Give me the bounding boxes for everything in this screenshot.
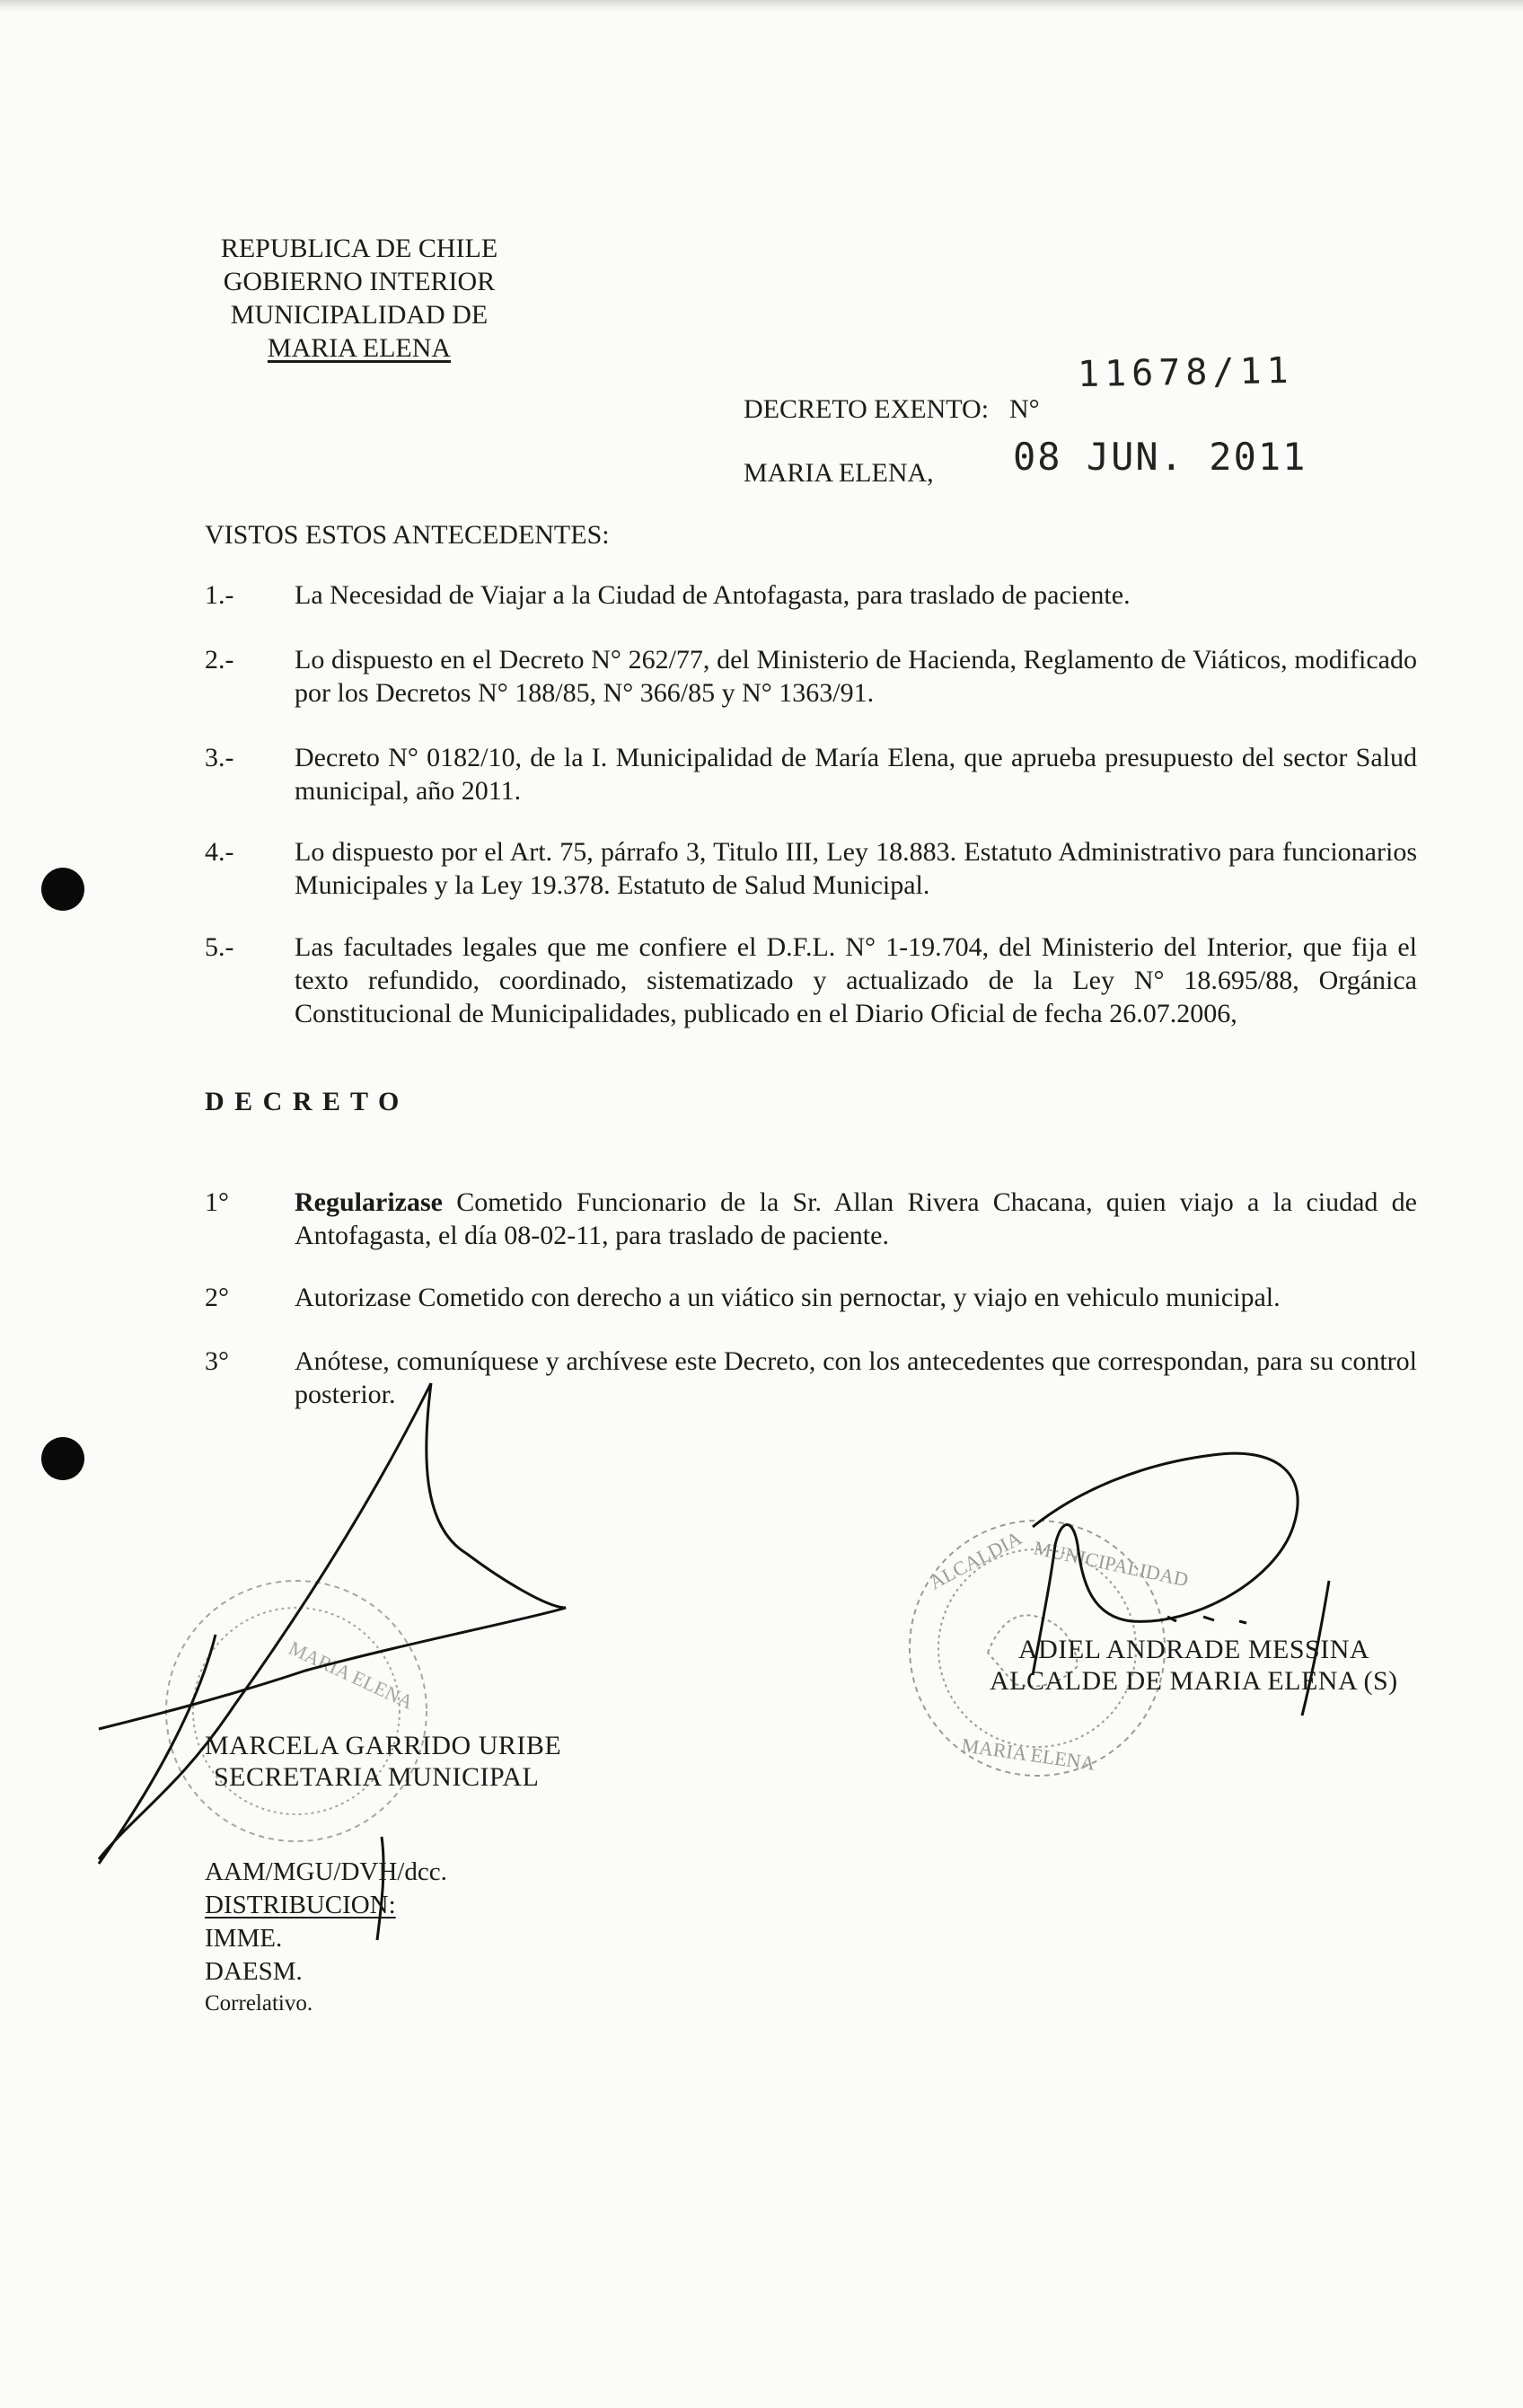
seal-text-top: ALCALDIA <box>925 1526 1026 1594</box>
distribution-item: DAESM. <box>205 1957 303 1986</box>
vistos-item-num: 1.- <box>205 580 234 610</box>
vistos-item-num: 3.- <box>205 743 234 772</box>
vistos-heading: VISTOS ESTOS ANTECEDENTES: <box>205 520 610 550</box>
vistos-item-text: Lo dispuesto en el Decreto N° 262/77, del Ministerio de Hacienda, Reglamento de Viáticos, modificado por los Decretos N° 188/85, N° 366/85 y N° 1363/91. <box>295 645 1417 708</box>
vistos-item-text: Lo dispuesto por el Art. 75, párrafo 3, Titulo III, Ley 18.883. Estatuto Administrativo para funcionarios Municipales y la Ley 19.378. Estatuto de Salud Municipal. <box>295 837 1417 900</box>
numero-label: N° <box>1009 394 1040 424</box>
decreto-item-text <box>295 1186 1417 1252</box>
vistos-item-num: 4.- <box>205 837 234 867</box>
secretaria-seal <box>166 1581 427 1841</box>
vistos-item-text: La Necesidad de Viajar a la Ciudad de Antofagasta, para traslado de paciente. <box>295 580 1131 610</box>
letterhead-line-1: REPUBLICA DE CHILE <box>220 234 498 263</box>
decreto-item-text: Autorizase Cometido con derecho a un viático sin pernoctar, y viajo en vehiculo municipal. <box>295 1283 1281 1312</box>
vistos-item-num: 5.- <box>205 932 234 962</box>
vistos-item-text: Decreto N° 0182/10, de la I. Municipalidad de María Elena, que aprueba presupuesto del sector Salud municipal, año 2011. <box>295 743 1417 806</box>
decreto-exento-label: DECRETO EXENTO: <box>744 394 990 424</box>
scan-top-edge <box>0 0 1523 11</box>
decreto-item-rest: Cometido Funcionario de la Sr. Allan Rivera Chacana, quien viajo a la ciudad de Antofagasta, el día 08-02-11, para traslado de paciente. <box>295 1187 1417 1250</box>
decreto-item-text: Anótese, comuníquese y archívese este Decreto, con los antecedentes que correspondan, para su control posterior. <box>295 1346 1417 1409</box>
letterhead-line-4: MARIA ELENA <box>267 333 452 363</box>
initials: AAM/MGU/DVH/dcc. <box>205 1857 447 1886</box>
decreto-heading: D E C R E T O <box>205 1087 401 1116</box>
decree-number-stamp: 11678/11 <box>1077 349 1295 396</box>
punch-hole-top <box>41 868 84 911</box>
punch-hole-bottom <box>41 1437 84 1480</box>
distribution-heading: DISTRIBUCION: <box>205 1891 396 1919</box>
seal-text-bottom: MARIA ELENA <box>960 1733 1097 1775</box>
vistos-item-text: Las facultades legales que me confiere el D.F.L. N° 1-19.704, del Ministerio del Interior, que fija el texto refundido, coordinado, sistematizado y actualizado de la Ley N° 18.695/88, Orgánica Constitucional de Municipalidades, publicado en el Diario Oficial de fecha 26.07.2006, <box>295 932 1417 1028</box>
decreto-item-bold: Regularizase <box>295 1187 443 1217</box>
alcalde-title: ALCALDE DE MARIA ELENA (S) <box>990 1666 1398 1696</box>
vistos-item-num: 2.- <box>205 645 234 675</box>
seal-text-top-2: MUNICIPALIDAD <box>1031 1536 1191 1592</box>
secretaria-title: SECRETARIA MUNICIPAL <box>214 1762 540 1792</box>
place-label: MARIA ELENA, <box>744 458 934 488</box>
letterhead-line-3: MUNICIPALIDAD DE <box>230 300 489 330</box>
letterhead-line-2: GOBIERNO INTERIOR <box>223 267 496 296</box>
distribution-block <box>205 1856 447 2019</box>
letterhead <box>207 232 512 365</box>
decreto-item-num: 3° <box>205 1346 229 1376</box>
date-stamp: 08 JUN. 2011 <box>1013 435 1307 479</box>
decreto-item-num: 2° <box>205 1283 229 1312</box>
seal2-text: MARIA ELENA <box>285 1636 418 1714</box>
distribution-item: Correlativo. <box>205 1991 313 2015</box>
distribution-item: IMME. <box>205 1924 283 1953</box>
alcalde-name: ADIEL ANDRADE MESSINA <box>1018 1635 1370 1664</box>
secretaria-name: MARCELA GARRIDO URIBE <box>205 1731 562 1760</box>
decreto-item-num: 1° <box>205 1187 229 1217</box>
